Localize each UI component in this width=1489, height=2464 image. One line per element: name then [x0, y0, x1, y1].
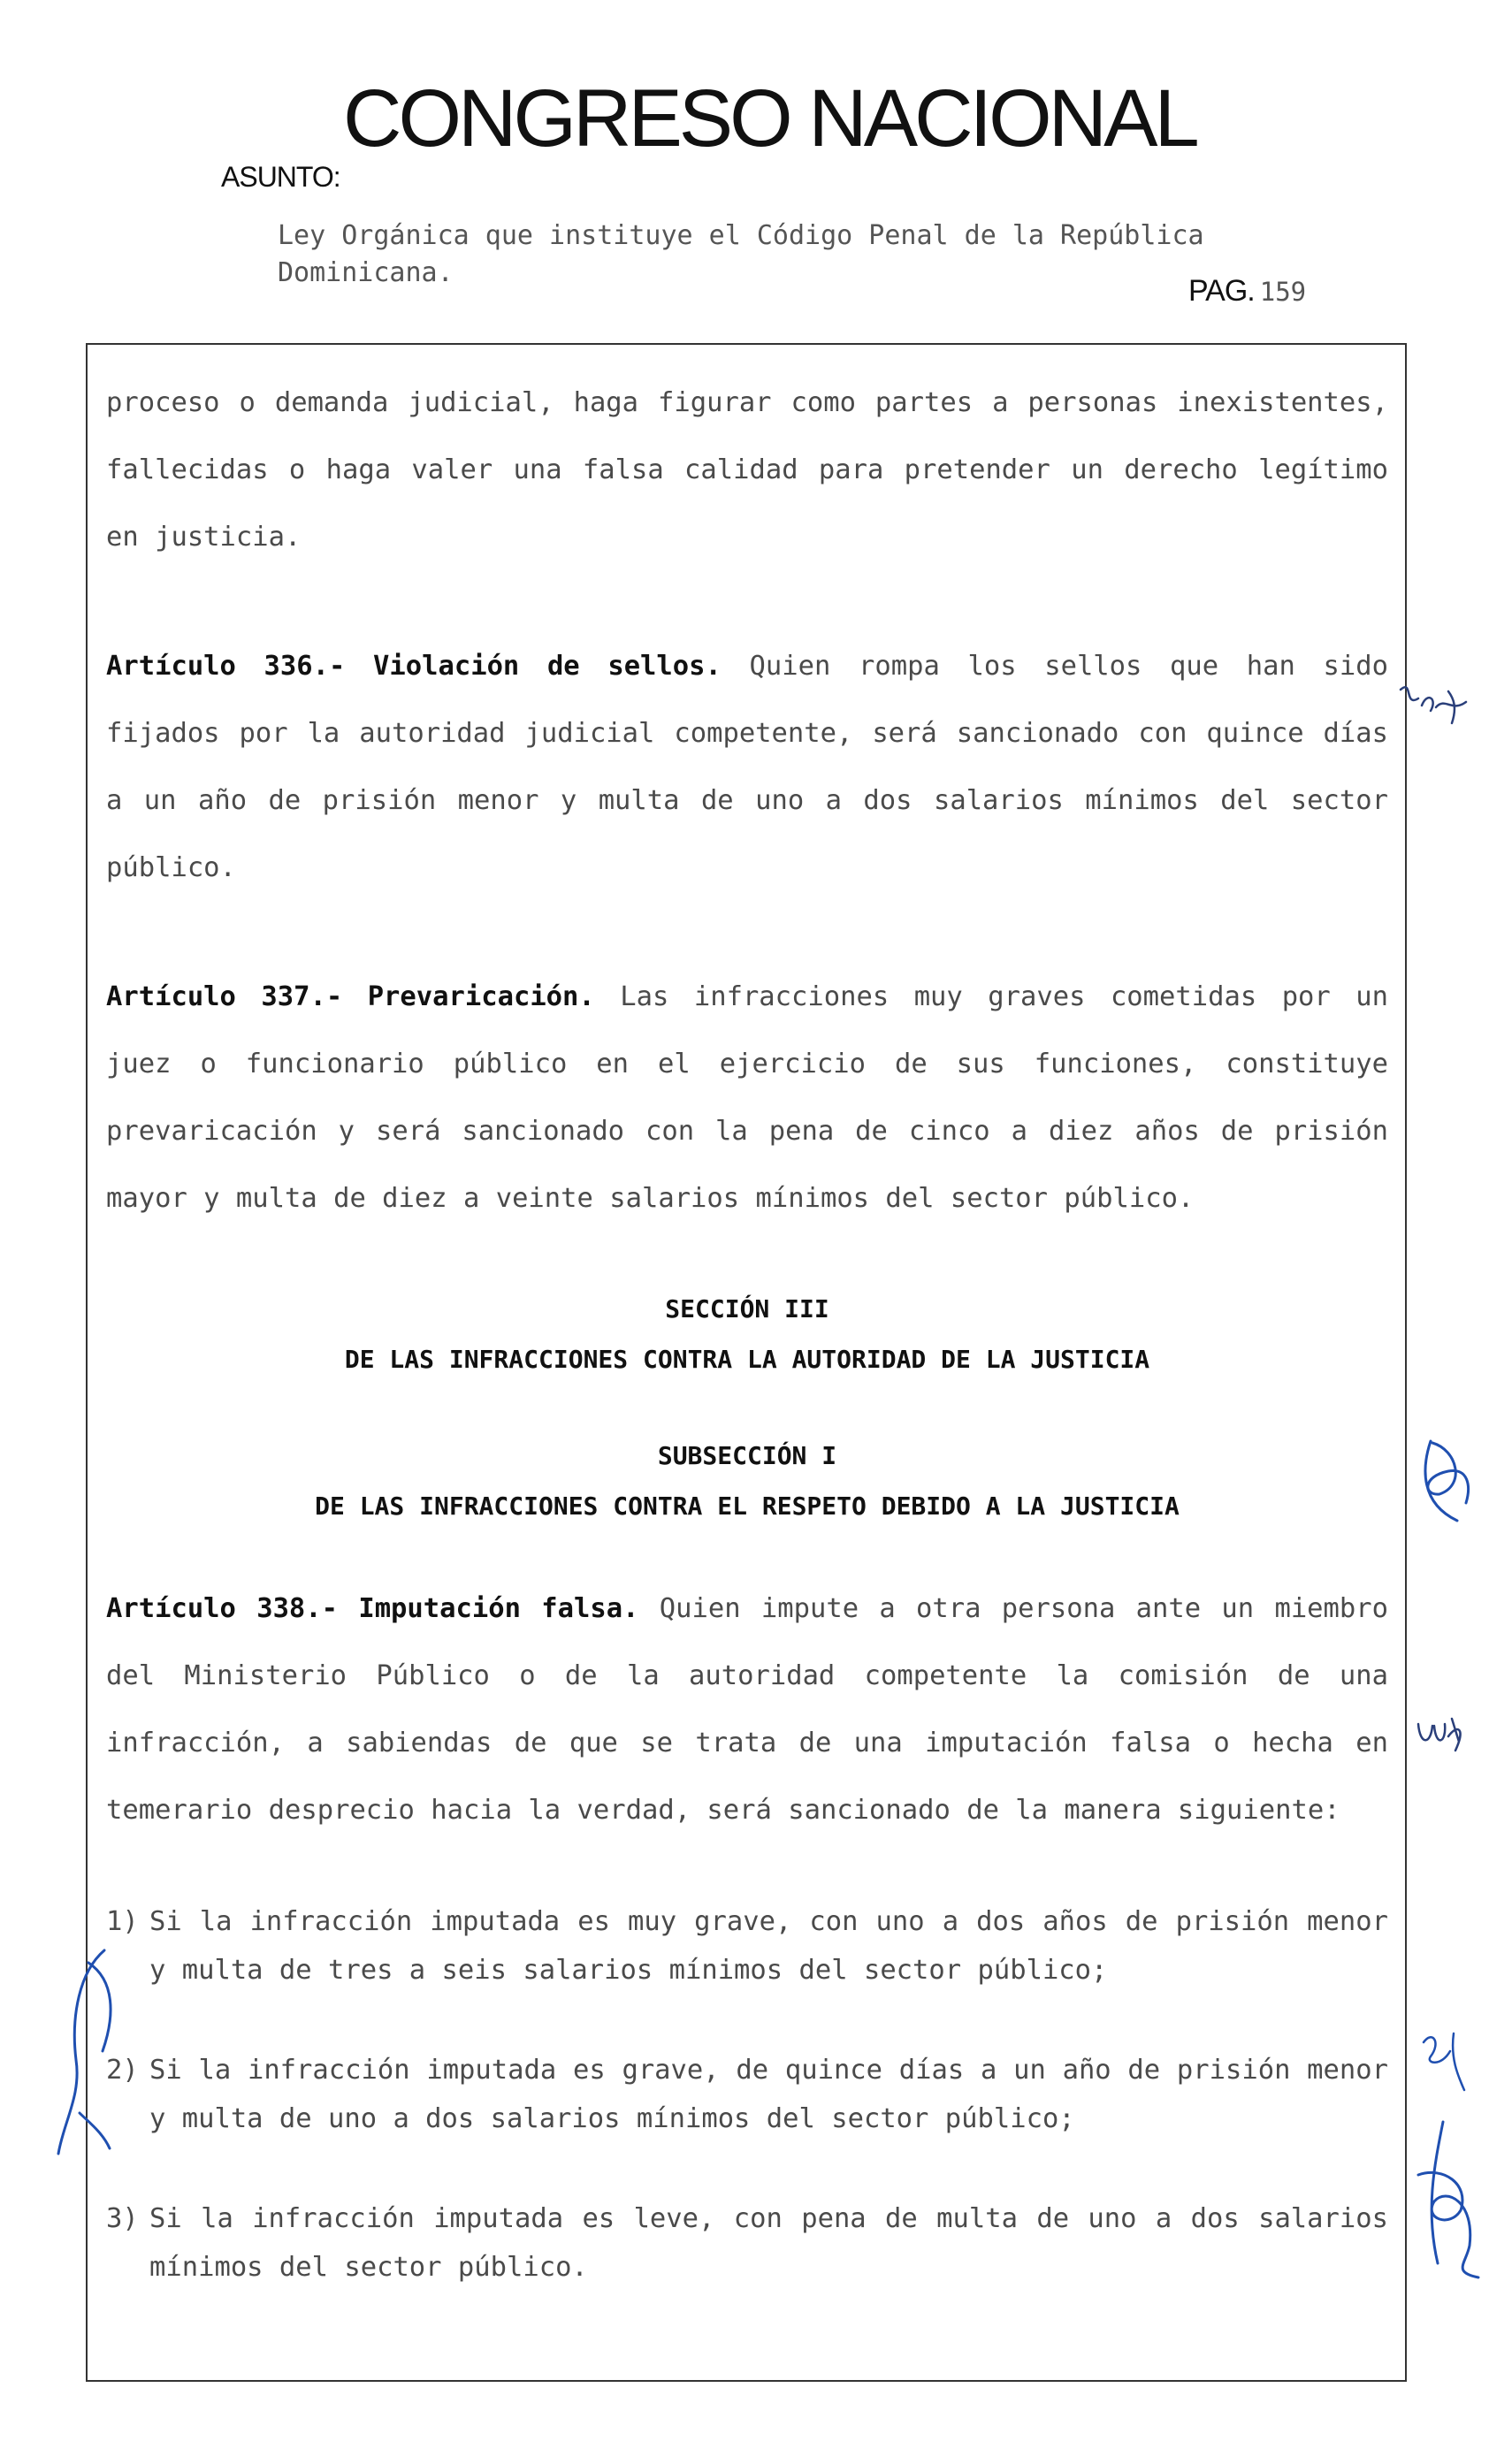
page-number: 159 [1259, 277, 1307, 307]
continuation-paragraph: proceso o demanda judicial, haga figurar como partes a personas inexistentes, fallecidas o haga valer una falsa calidad para pretender un derecho legítimo en justicia. [106, 387, 1388, 553]
handwritten-bracket-mark [53, 1945, 124, 2157]
document-body [106, 370, 1388, 2292]
article-337 [106, 964, 1388, 1232]
section-label: SECCIÓN III [665, 1294, 829, 1324]
article-337-text: Las infracciones muy graves cometidas por un juez o funcionario público en el ejercicio de sus funciones, constituye prevaricación y será sancionado con la pena de cinco a diez años de prisión mayor y multa de diez a veinte salarios mínimos del sector público. [106, 981, 1388, 1214]
article-338-items [106, 1897, 1388, 2292]
subsection-title: DE LAS INFRACCIONES CONTRA EL RESPETO DEBIDO A LA JUSTICIA [315, 1491, 1180, 1521]
document-subject: Ley Orgánica que instituye el Código Penal de la República Dominicana. [278, 220, 1204, 288]
handwritten-initial-mark [1415, 2025, 1477, 2095]
handwritten-initial-mark [1413, 1432, 1484, 1530]
article-338-heading: Artículo 338.- Imputación falsa. [106, 1593, 639, 1624]
page-label: PAG. [1188, 274, 1255, 308]
list-item: 2) Si la infracción imputada es grave, de quince días a un año de prisión menor y multa de uno a dos salarios mínimos del sector público; [106, 2055, 1388, 2134]
document-title: CONGRESO NACIONAL [343, 73, 1196, 164]
article-338 [106, 1575, 1388, 1844]
page-indicator [1188, 274, 1306, 309]
section-title: DE LAS INFRACCIONES CONTRA LA AUTORIDAD DE LA JUSTICIA [344, 1345, 1150, 1374]
article-338-text: Quien impute a otra persona ante un miembro del Ministerio Público o de la autoridad competente la comisión de una infracción, a sabiendas de que se trata de una imputación falsa o hecha en temerario desprecio hacia la verdad, será sancionado de la manera siguiente: [106, 1593, 1388, 1826]
handwritten-initial-mark [1395, 672, 1475, 734]
article-336-heading: Artículo 336.- Violación de sellos. [106, 651, 722, 682]
article-336-text: Quien rompa los sellos que han sido fijados por la autoridad judicial competente, será sancionado con quince días a un año de prisión menor y multa de uno a dos salarios mínimos del sector público. [106, 651, 1388, 883]
article-336 [106, 633, 1388, 902]
list-item: 1) Si la infracción imputada es muy grave, con uno a dos años de prisión menor y multa de tres a seis salarios mínimos del sector público; [106, 1906, 1388, 1986]
subsection-label: SUBSECCIÓN I [657, 1441, 837, 1470]
article-337-heading: Artículo 337.- Prevaricación. [106, 981, 595, 1012]
handwritten-initial-mark [1413, 1706, 1475, 1759]
list-item: 3) Si la infracción imputada es leve, con pena de multa de uno a dos salarios mínimos del sector público. [106, 2203, 1388, 2283]
handwritten-initial-mark [1408, 2113, 1487, 2281]
asunto-label: ASUNTO: [221, 161, 340, 193]
